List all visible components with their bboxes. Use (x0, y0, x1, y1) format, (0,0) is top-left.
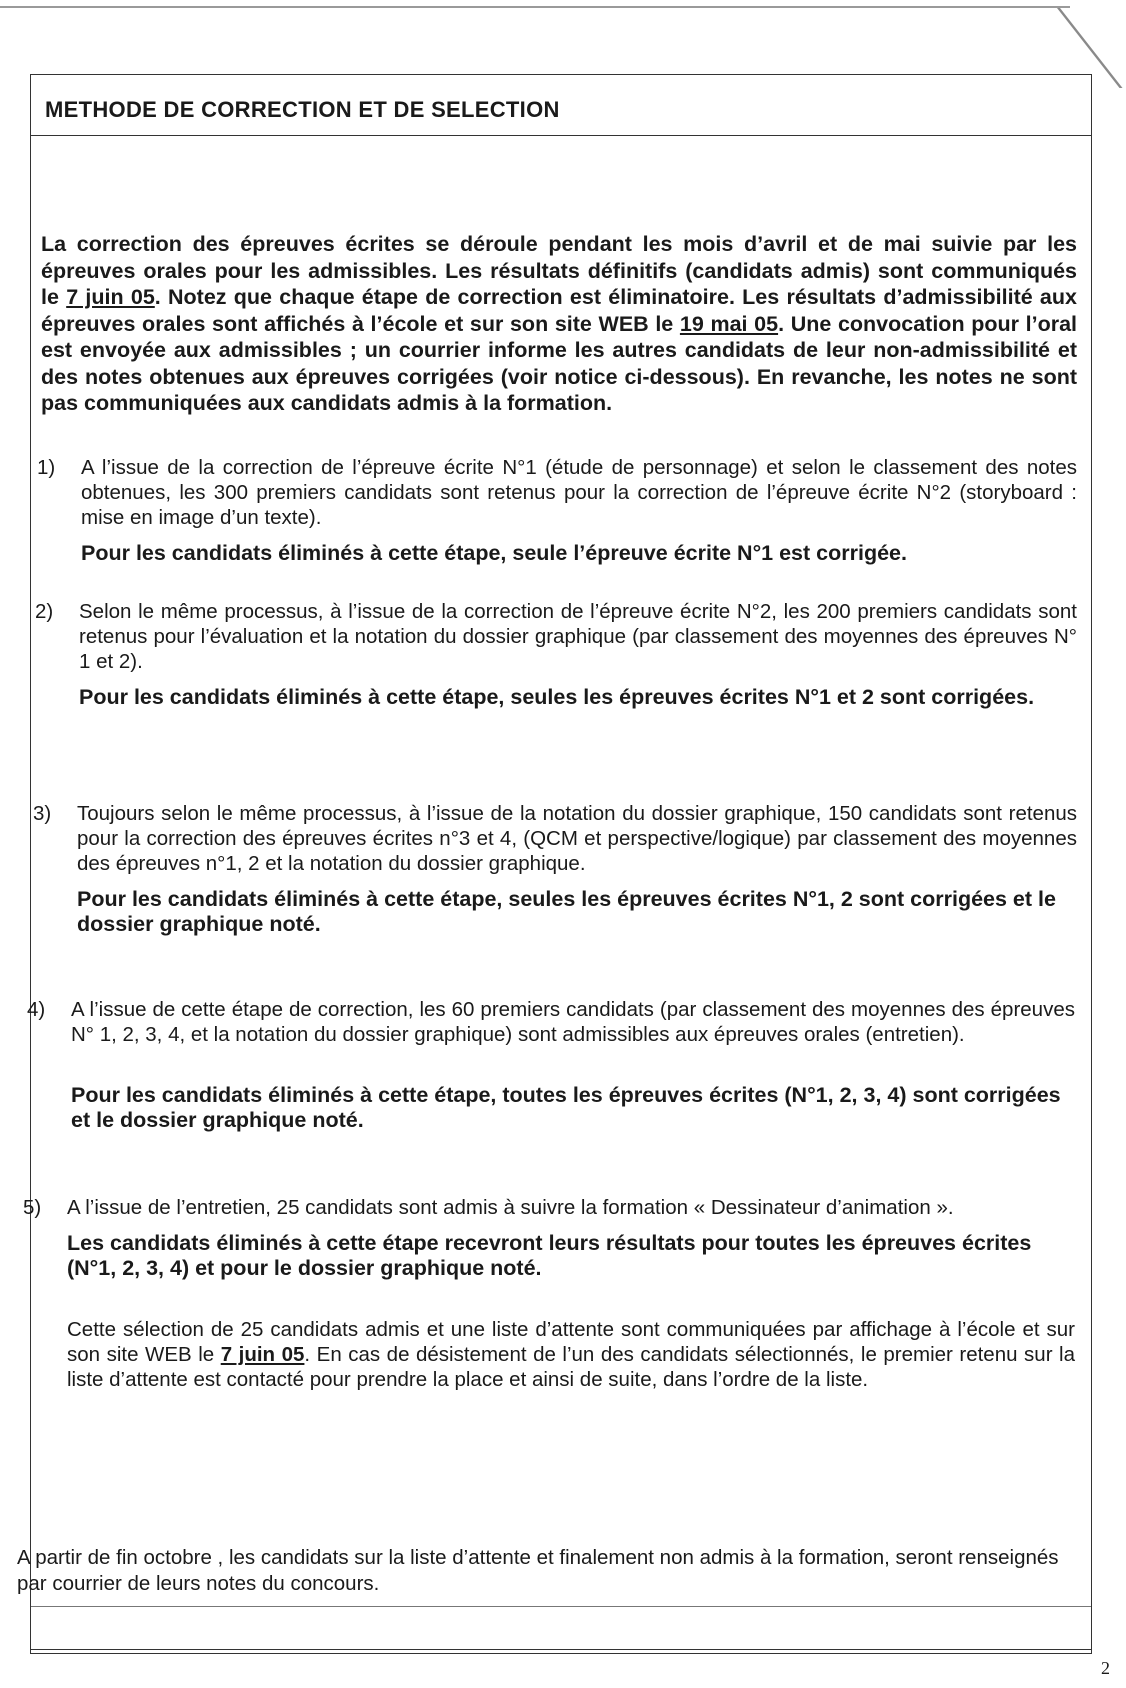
footer-rule (31, 1649, 1091, 1650)
step-note: Pour les candidats éliminés à cette étape, seules les épreuves écrites N°1 et 2 sont corrigées. (79, 685, 1035, 709)
step-text: Toujours selon le même processus, à l’issue de la notation du dossier graphique, 150 candidats sont retenus pour la correction des épreuves écrites n°3 et 4, (QCM et perspective/logique) par classement des moyennes des épreuves n°1, 2 et la notation du dossier graphique. (77, 802, 1077, 875)
selection-paragraph (67, 1317, 1075, 1392)
step-text: A l’issue de la correction de l’épreuve écrite N°1 (étude de personnage) et selon le classement des notes obtenues, les 300 premiers candidats sont retenus pour la correction de l’épreuve écrite N°2 (storyboard : mise en image d’un texte). (81, 456, 1077, 529)
selection-date: 7 juin 05 (220, 1343, 305, 1366)
step-text: A l’issue de cette étape de correction, les 60 premiers candidats (par classement des moyennes des épreuves N° 1, 2, 3, 4, et la notation du dossier graphique) sont admissibles aux épreuves orales (entretien). (71, 998, 1075, 1046)
step-number: 5) (23, 1196, 42, 1219)
closing-paragraph: A partir de fin octobre , les candidats sur la liste d’attente et finalement non admis à la formation, seront renseignés par courrier de leurs notes du concours. (17, 1546, 1059, 1595)
step-number: 3) (33, 802, 52, 825)
intro-date-results: 7 juin 05 (66, 285, 155, 309)
document-frame (17, 74, 1092, 1654)
step-text: A l’issue de l’entretien, 25 candidats sont admis à suivre la formation « Dessinateur d’animation ». (67, 1196, 954, 1219)
step-note: Pour les candidats éliminés à cette étape, seules les épreuves écrites N°1, 2 sont corrigées et le dossier graphique noté. (77, 887, 1056, 936)
document-title: METHODE DE CORRECTION ET DE SELECTION (45, 97, 560, 122)
step-note: Pour les candidats éliminés à cette étape, seule l’épreuve écrite N°1 est corrigée. (81, 541, 907, 565)
intro-date-admissibility: 19 mai 05 (679, 311, 779, 336)
step-number: 1) (37, 456, 56, 479)
intro-paragraph (41, 231, 1077, 417)
step-note: Les candidats éliminés à cette étape recevront leurs résultats pour toutes les épreuves écrites (N°1, 2, 3, 4) et pour le dossier graphique noté. (67, 1231, 1032, 1280)
page-number: 2 (1101, 1658, 1110, 1678)
step-number: 4) (27, 998, 46, 1021)
closing-separator (31, 1606, 1091, 1607)
title-row (31, 75, 1091, 136)
intro-text-2: . Notez que chaque étape de correction est éliminatoire. Les résultats d’admissibilité aux épreuves orales sont affichés à l’école et sur son site WEB le (41, 285, 1077, 336)
selection-text-2: . En cas de désistement de l’un des candidats sélectionnés, le premier retenu sur la liste d’attente est contacté pour prendre la place et ainsi de suite, dans l’ordre de la liste. (67, 1343, 1076, 1391)
scan-page-edge (0, 6, 1070, 8)
step-text: Selon le même processus, à l’issue de la correction de l’épreuve écrite N°2, les 200 premiers candidats sont retenus pour l’évaluation et la notation du dossier graphique (par classement des moyennes des épreuves N° 1 et 2). (79, 600, 1077, 673)
intro-text-1: La correction des épreuves écrites se déroule pendant les mois d’avril et de mai suivie par les épreuves orales pour les admissibles. Les résultats définitifs (candidats admis) sont communiqués le (41, 232, 1077, 309)
step-number: 2) (35, 600, 54, 623)
step-note: Pour les candidats éliminés à cette étape, toutes les épreuves écrites (N°1, 2, 3, 4) sont corrigées et le dossier graphique noté. (71, 1083, 1061, 1132)
intro-text-3: . Une convocation pour l’oral est envoyée aux admissibles ; un courrier informe les autres candidats de leur non-admissibilité et des notes obtenues aux épreuves corrigées (voir notice ci-dessous). En revanche, les notes ne sont pas communiquées aux candidats admis à la formation. (41, 311, 1077, 415)
selection-text-1: Cette sélection de 25 candidats admis et une liste d’attente sont communiquées par affichage à l’école et sur son site WEB le (67, 1318, 1075, 1366)
